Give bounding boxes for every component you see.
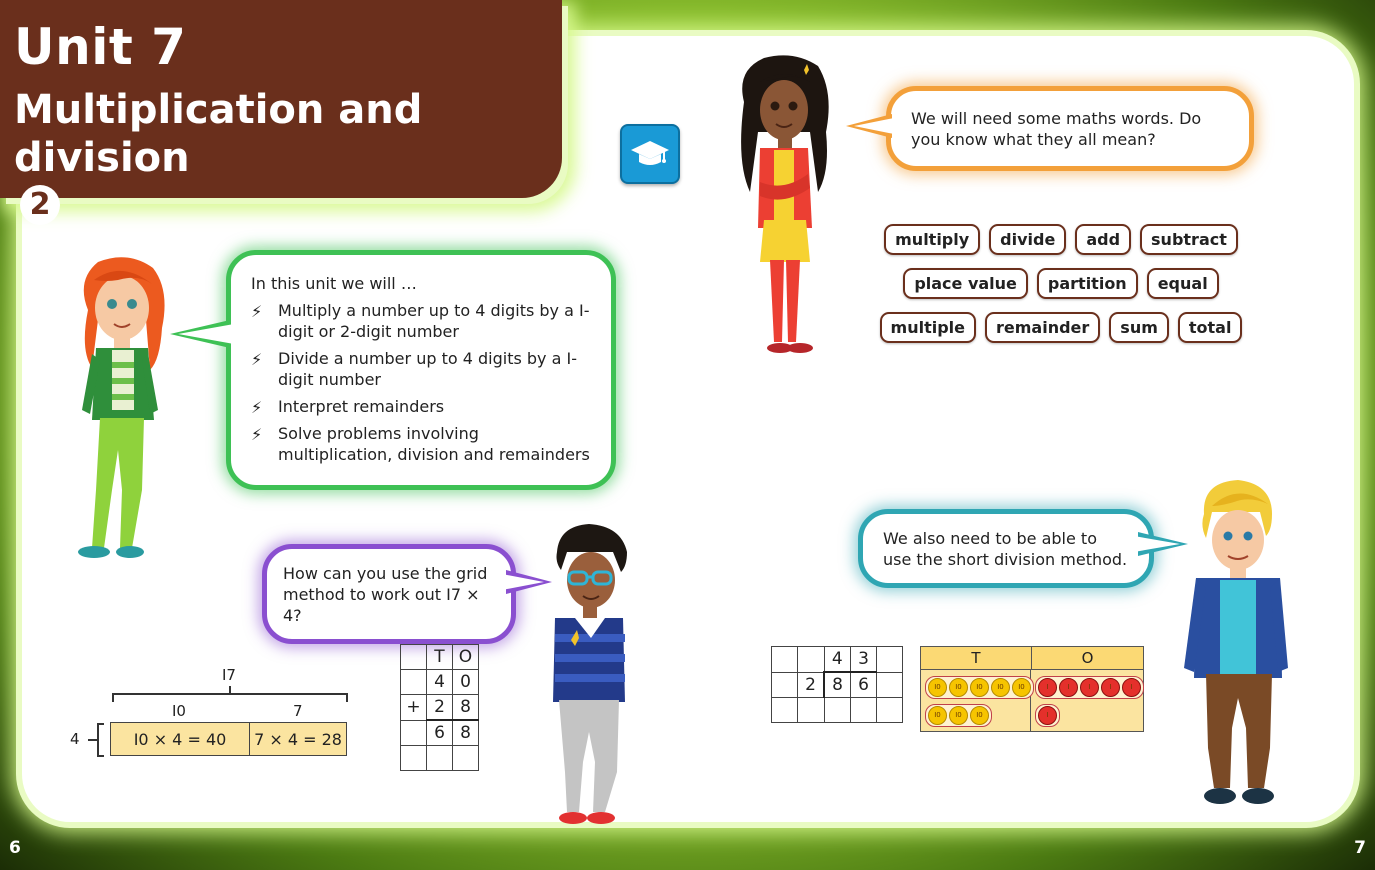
place-value-counter: I0 bbox=[970, 678, 989, 697]
bubble-tail bbox=[178, 324, 234, 344]
vocab-word: place value bbox=[903, 268, 1028, 299]
vocab-word: sum bbox=[1109, 312, 1169, 343]
place-value-header-row bbox=[921, 647, 1143, 670]
list-item: ⚡ Multiply a number up to 4 digits by a I-digit or 2-digit number bbox=[251, 301, 590, 341]
grid-method-speech-bubble bbox=[262, 544, 516, 644]
boy-with-glasses-character bbox=[535, 522, 635, 832]
blond-boy-character bbox=[1180, 478, 1290, 823]
place-value-counter: I bbox=[1059, 678, 1078, 697]
table-row: 6 8 bbox=[401, 720, 479, 746]
unit-title-text: Multiplication and division bbox=[14, 87, 423, 181]
vocab-word: total bbox=[1178, 312, 1243, 343]
table-row: 2 8 6 bbox=[772, 672, 903, 698]
lightning-bolt-icon: ⚡ bbox=[251, 398, 263, 417]
table-row: + 2 8 bbox=[401, 695, 479, 721]
vocab-row bbox=[885, 268, 1237, 299]
grid-part-label: 7 bbox=[293, 702, 303, 720]
grid-cell: 7 × 4 = 28 bbox=[250, 723, 347, 756]
bubble-tail bbox=[854, 118, 894, 134]
vocab-word: multiple bbox=[880, 312, 976, 343]
list-item: ⚡ Divide a number up to 4 digits by a I-digit number bbox=[251, 349, 577, 389]
vocab-word: remainder bbox=[985, 312, 1100, 343]
place-value-header: O bbox=[1081, 649, 1094, 667]
vocab-word: partition bbox=[1037, 268, 1138, 299]
page-number-right: 7 bbox=[1354, 838, 1366, 858]
grid-total-label: I7 bbox=[222, 666, 236, 684]
table-row bbox=[401, 746, 479, 771]
unit-title bbox=[14, 86, 554, 230]
lightning-bolt-icon: ⚡ bbox=[251, 302, 263, 321]
place-value-counter: I0 bbox=[949, 706, 968, 725]
list-item: ⚡ Solve problems involving multiplication, division and remainders bbox=[251, 424, 590, 464]
unit-number: Unit 7 bbox=[14, 18, 187, 76]
unit-part-badge: 2 bbox=[20, 185, 60, 225]
short-division-statement: We also need to be able to use the short division method. bbox=[883, 529, 1128, 569]
bubble-tail bbox=[1134, 536, 1180, 552]
table-row: 4 0 bbox=[401, 670, 479, 695]
place-value-chart bbox=[920, 646, 1144, 732]
short-division-table bbox=[771, 646, 903, 723]
place-value-counter: I0 bbox=[928, 706, 947, 725]
grid-cell: I0 × 4 = 40 bbox=[111, 723, 250, 756]
vocab-word: subtract bbox=[1140, 224, 1238, 255]
maths-words-prompt: We will need some maths words. Do you know what they all mean? bbox=[911, 109, 1202, 149]
place-value-counter: I bbox=[1122, 678, 1141, 697]
counter-row bbox=[925, 704, 992, 727]
maths-words-speech-bubble bbox=[886, 86, 1254, 171]
unit-goals-list bbox=[251, 300, 591, 465]
place-value-counter: I0 bbox=[949, 678, 968, 697]
grid-partition-bracket bbox=[110, 684, 350, 704]
place-value-counter: I bbox=[1080, 678, 1099, 697]
place-value-counter: I0 bbox=[928, 678, 947, 697]
list-item: ⚡ Interpret remainders bbox=[251, 397, 445, 417]
vocab-word: multiply bbox=[884, 224, 980, 255]
column-addition-table bbox=[400, 644, 479, 771]
grid-method-table bbox=[110, 722, 347, 756]
unit-title-block bbox=[0, 0, 562, 222]
place-value-counter: I0 bbox=[991, 678, 1010, 697]
lightning-bolt-icon: ⚡ bbox=[251, 350, 263, 369]
ones-column bbox=[1031, 670, 1148, 732]
grid-multiplier-label: 4 bbox=[70, 730, 80, 748]
table-row: T O bbox=[401, 645, 479, 670]
graduation-cap-icon bbox=[630, 138, 670, 170]
page-number-left: 6 bbox=[9, 838, 21, 858]
grid-method-question: How can you use the grid method to work out I7 × 4? bbox=[283, 564, 488, 625]
tens-column bbox=[921, 670, 1031, 732]
table-row: 4 3 bbox=[772, 647, 903, 673]
place-value-counter: I0 bbox=[1012, 678, 1031, 697]
place-value-counter: I bbox=[1038, 678, 1057, 697]
place-value-counter: I bbox=[1038, 706, 1057, 725]
vocab-row bbox=[885, 312, 1237, 343]
red-haired-girl-character bbox=[58, 250, 178, 565]
grid-part-label: I0 bbox=[172, 702, 186, 720]
vocab-word: divide bbox=[989, 224, 1066, 255]
vocab-word: add bbox=[1075, 224, 1131, 255]
place-value-body bbox=[921, 670, 1143, 732]
counter-row bbox=[1035, 676, 1144, 699]
counter-row bbox=[1035, 704, 1060, 727]
curly-haired-girl-character bbox=[730, 52, 835, 362]
maths-vocabulary-words bbox=[885, 224, 1237, 356]
short-division-speech-bubble bbox=[858, 509, 1154, 588]
table-row bbox=[772, 698, 903, 723]
unit-goals-heading: In this unit we will … bbox=[251, 274, 417, 293]
lightning-bolt-icon: ⚡ bbox=[251, 425, 263, 444]
place-value-counter: I0 bbox=[970, 706, 989, 725]
grid-multiplier-bracket bbox=[84, 722, 106, 758]
vocab-row bbox=[885, 224, 1237, 255]
counter-row bbox=[925, 676, 1034, 699]
unit-goals-speech-bubble bbox=[226, 250, 616, 490]
place-value-header: T bbox=[921, 647, 1032, 669]
vocab-word: equal bbox=[1147, 268, 1219, 299]
place-value-counter: I bbox=[1101, 678, 1120, 697]
graduation-cap-button[interactable] bbox=[620, 124, 680, 184]
